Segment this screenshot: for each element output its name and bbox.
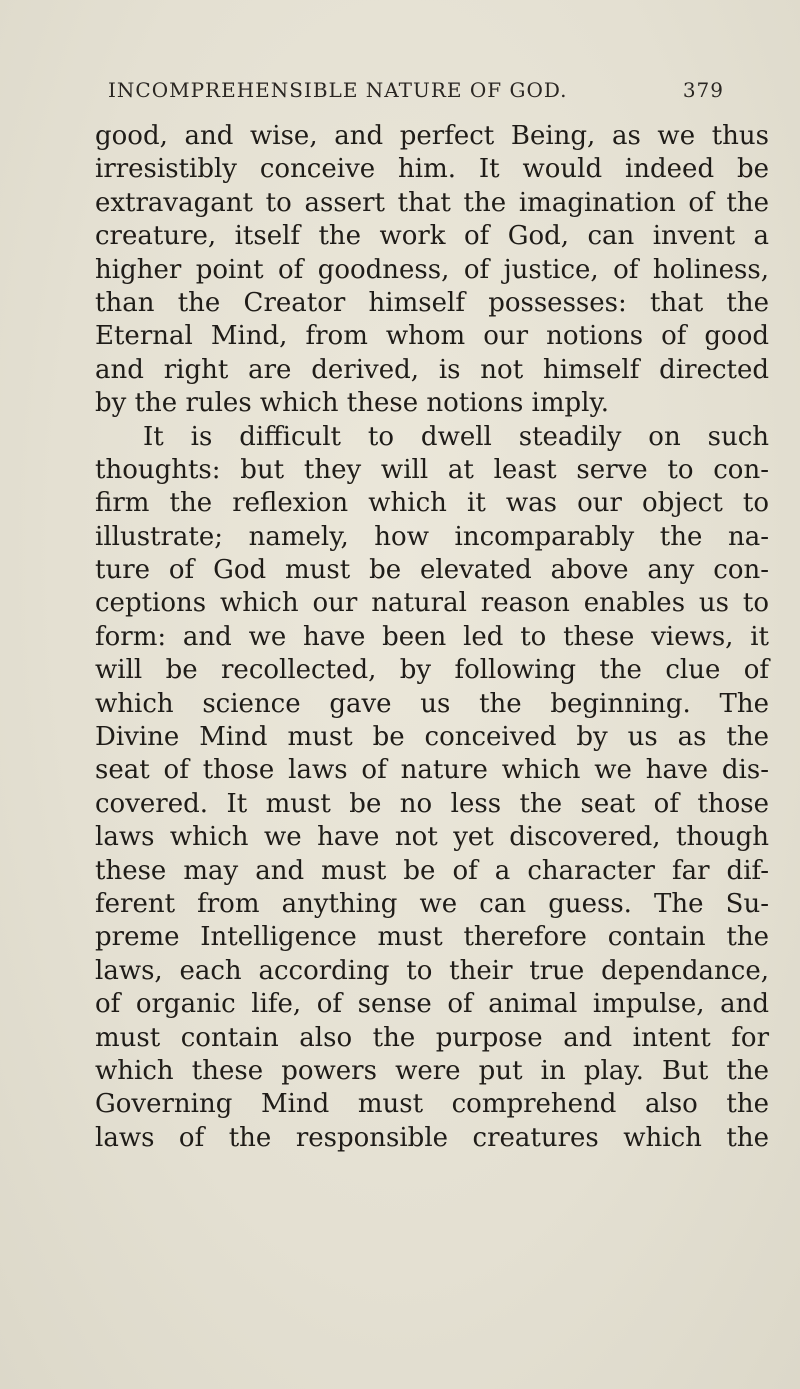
text-line: and right are derived, is not himself directed	[95, 354, 769, 385]
text-line: must contain also the purpose and intent for	[95, 1022, 769, 1053]
text-line: laws, each according to their true dependance,	[95, 955, 769, 986]
text-line: illustrate; namely, how incomparably the na-	[95, 521, 769, 552]
text-line: which science gave us the beginning. The	[95, 688, 769, 719]
text-line: thoughts: but they will at least serve to con-	[95, 454, 769, 485]
text-line: these may and must be of a character far dif-	[95, 855, 769, 886]
text-line: will be recollected, by following the clue of	[95, 655, 769, 686]
text-line: creature, itself the work of God, can invent a	[95, 221, 769, 252]
text-line: extravagant to assert that the imagination of the	[95, 187, 769, 218]
text-line: seat of those laws of nature which we have dis-	[95, 755, 769, 786]
text-line: Governing Mind must comprehend also the	[95, 1089, 769, 1120]
text-line: good, and wise, and perfect Being, as we thus	[95, 121, 769, 151]
text-line: irresistibly conceive him. It would indeed be	[95, 154, 769, 185]
text-line: higher point of goodness, of justice, of holiness,	[95, 254, 769, 285]
text-line: preme Intelligence must therefore contain the	[95, 922, 769, 953]
running-head	[108, 78, 724, 110]
running-head-title: INCOMPREHENSIBLE NATURE OF GOD.	[108, 78, 568, 102]
text-line: ferent from anything we can guess. The Su-	[95, 888, 769, 919]
text-line: firm the reflexion which it was our object to	[95, 488, 769, 519]
text-line: of organic life, of sense of animal impulse, and	[95, 989, 769, 1020]
text-line: laws which we have not yet discovered, though	[95, 822, 769, 853]
text-line: Eternal Mind, from whom our notions of good	[95, 321, 769, 352]
text-line: by the rules which these notions imply.	[95, 388, 609, 419]
text-line: which these powers were put in play. But the	[95, 1055, 769, 1086]
text-line: than the Creator himself possesses: that the	[95, 287, 769, 318]
text-line: covered. It must be no less the seat of those	[95, 788, 769, 819]
text-line: It is difficult to dwell steadily on such	[143, 421, 769, 452]
text-line: Divine Mind must be conceived by us as the	[95, 722, 769, 753]
body-text	[95, 120, 769, 1155]
text-line: laws of the responsible creatures which the	[95, 1122, 769, 1153]
text-line: form: and we have been led to these views, it	[95, 621, 769, 652]
text-line: ture of God must be elevated above any con-	[95, 555, 769, 586]
text-line: ceptions which our natural reason enables us to	[95, 588, 769, 619]
page-number: 379	[682, 78, 724, 102]
